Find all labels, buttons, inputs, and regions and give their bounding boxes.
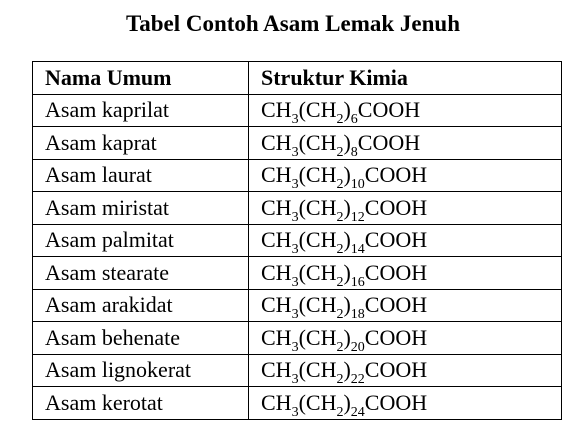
table-row xyxy=(33,322,562,355)
table-row xyxy=(33,257,562,290)
formula-subscript: 18 xyxy=(350,307,365,322)
formula-subscript: 2 xyxy=(336,112,344,127)
formula-part: (CH xyxy=(298,97,337,123)
formula-part: (CH xyxy=(298,259,337,285)
formula-part: ) xyxy=(343,292,351,318)
formula-part: CH xyxy=(261,259,292,285)
formula-part: COOH xyxy=(364,259,428,285)
formula-part: ) xyxy=(343,194,351,220)
acid-name-cell: Asam stearate xyxy=(33,257,249,290)
formula-part: CH xyxy=(261,162,292,188)
column-header-chemical-structure: Struktur Kimia xyxy=(249,62,562,95)
formula-part: COOH xyxy=(364,194,428,220)
formula-subscript: 10 xyxy=(350,177,365,192)
formula-part: ) xyxy=(343,357,351,383)
chemical-formula-cell xyxy=(249,289,562,322)
table-row xyxy=(33,289,562,322)
table-body xyxy=(33,94,562,419)
formula-subscript: 2 xyxy=(336,404,344,419)
formula-part: COOH xyxy=(357,129,421,155)
formula-subscript: 2 xyxy=(336,209,344,224)
formula-part: CH xyxy=(261,389,292,415)
formula-part: CH xyxy=(261,194,292,220)
formula-subscript: 2 xyxy=(336,339,344,354)
chemical-formula-cell xyxy=(249,127,562,160)
formula-part: COOH xyxy=(364,292,428,318)
acid-name-cell: Asam arakidat xyxy=(33,289,249,322)
formula-subscript: 8 xyxy=(350,144,358,159)
table-row xyxy=(33,94,562,127)
formula-part: CH xyxy=(261,292,292,318)
formula-subscript: 3 xyxy=(291,144,299,159)
formula-subscript: 20 xyxy=(350,339,365,354)
formula-part: ) xyxy=(343,129,351,155)
page-title: Tabel Contoh Asam Lemak Jenuh xyxy=(125,11,460,36)
table-row xyxy=(33,159,562,192)
formula-part: COOH xyxy=(364,227,428,253)
acid-name-cell: Asam miristat xyxy=(33,192,249,225)
acid-name-cell: Asam kaprilat xyxy=(33,94,249,127)
formula-subscript: 12 xyxy=(350,209,365,224)
formula-subscript: 3 xyxy=(291,209,299,224)
formula-subscript: 3 xyxy=(291,339,299,354)
chemical-formula-cell xyxy=(249,159,562,192)
formula-subscript: 3 xyxy=(291,372,299,387)
formula-part: (CH xyxy=(298,292,337,318)
fatty-acid-table xyxy=(32,61,562,420)
formula-subscript: 2 xyxy=(336,372,344,387)
formula-subscript: 3 xyxy=(291,274,299,289)
table-row xyxy=(33,354,562,387)
formula-part: ) xyxy=(343,389,351,415)
formula-part: (CH xyxy=(298,129,337,155)
table-row xyxy=(33,127,562,160)
formula-subscript: 24 xyxy=(350,404,365,419)
formula-subscript: 2 xyxy=(336,274,344,289)
formula-subscript: 3 xyxy=(291,307,299,322)
formula-subscript: 2 xyxy=(336,177,344,192)
formula-part: CH xyxy=(261,324,292,350)
formula-subscript: 2 xyxy=(336,307,344,322)
formula-part: COOH xyxy=(357,97,421,123)
table-row xyxy=(33,387,562,420)
formula-subscript: 3 xyxy=(291,404,299,419)
table-row xyxy=(33,224,562,257)
chemical-formula-cell xyxy=(249,257,562,290)
formula-subscript: 3 xyxy=(291,177,299,192)
formula-subscript: 2 xyxy=(336,144,344,159)
formula-subscript: 3 xyxy=(291,242,299,257)
formula-part: COOH xyxy=(364,357,428,383)
chemical-formula-cell xyxy=(249,192,562,225)
formula-part: ) xyxy=(343,259,351,285)
formula-subscript: 3 xyxy=(291,112,299,127)
formula-subscript: 14 xyxy=(350,242,365,257)
formula-part: ) xyxy=(343,97,351,123)
chemical-formula-cell xyxy=(249,94,562,127)
header-row xyxy=(33,62,562,95)
formula-subscript: 22 xyxy=(350,372,365,387)
table-row xyxy=(33,192,562,225)
acid-name-cell: Asam behenate xyxy=(33,322,249,355)
acid-name-cell: Asam laurat xyxy=(33,159,249,192)
formula-subscript: 2 xyxy=(336,242,344,257)
formula-part: CH xyxy=(261,227,292,253)
formula-part: CH xyxy=(261,129,292,155)
formula-part: (CH xyxy=(298,227,337,253)
acid-name-cell: Asam lignokerat xyxy=(33,354,249,387)
formula-part: (CH xyxy=(298,357,337,383)
formula-part: COOH xyxy=(364,324,428,350)
chemical-formula-cell xyxy=(249,322,562,355)
formula-part: (CH xyxy=(298,324,337,350)
table-header xyxy=(33,62,562,95)
acid-name-cell: Asam kerotat xyxy=(33,387,249,420)
column-header-common-name: Nama Umum xyxy=(33,62,249,95)
chemical-formula-cell xyxy=(249,224,562,257)
formula-part: (CH xyxy=(298,162,337,188)
formula-part: CH xyxy=(261,357,292,383)
formula-part: ) xyxy=(343,324,351,350)
formula-part: CH xyxy=(261,97,292,123)
acid-name-cell: Asam kaprat xyxy=(33,127,249,160)
formula-part: COOH xyxy=(364,162,428,188)
chemical-formula-cell xyxy=(249,387,562,420)
formula-part: (CH xyxy=(298,194,337,220)
formula-subscript: 16 xyxy=(350,274,365,289)
chemical-formula-cell xyxy=(249,354,562,387)
formula-part: COOH xyxy=(364,389,428,415)
formula-part: ) xyxy=(343,162,351,188)
formula-subscript: 6 xyxy=(350,112,358,127)
formula-part: (CH xyxy=(298,389,337,415)
acid-name-cell: Asam palmitat xyxy=(33,224,249,257)
formula-part: ) xyxy=(343,227,351,253)
